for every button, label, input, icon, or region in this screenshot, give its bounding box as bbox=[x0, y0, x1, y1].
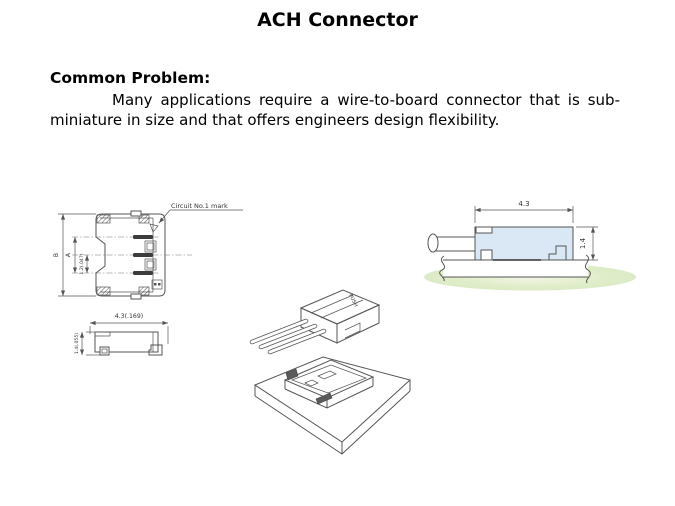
dim-label-b: B bbox=[53, 252, 60, 258]
side-view-foot bbox=[100, 347, 109, 355]
problem-text: Many applications require a wire-to-board connector that is sub-miniature in size and that offers engineers design flexibility. bbox=[50, 91, 620, 129]
dim-label-height: 1.4 bbox=[579, 237, 587, 250]
slide-title: ACH Connector bbox=[257, 9, 418, 31]
iso-plug-top bbox=[301, 290, 379, 324]
dim-label-width: 4.3 bbox=[518, 200, 530, 208]
side-view-drawing bbox=[74, 313, 168, 355]
mounted-foot bbox=[481, 250, 492, 260]
push-label: PUSH bbox=[347, 293, 359, 308]
problem-block bbox=[50, 68, 620, 130]
problem-heading: Common Problem: bbox=[50, 69, 211, 87]
front-view-pin bbox=[133, 253, 153, 257]
iso-pcb-top bbox=[255, 357, 410, 442]
iso-wires bbox=[252, 321, 324, 352]
dim-label-height: 1.4(.055) bbox=[75, 332, 80, 355]
dim-label-width: 4.3(.169) bbox=[114, 313, 144, 320]
dim-label-a: A bbox=[65, 252, 72, 258]
front-view-drawing bbox=[53, 202, 243, 299]
front-view-tab bbox=[97, 287, 110, 295]
mounted-board bbox=[443, 260, 588, 277]
circuit-no1-mark-triangle bbox=[150, 224, 158, 232]
wire-break-loop bbox=[428, 234, 438, 252]
front-view-pin bbox=[133, 271, 153, 275]
circuit-mark-label: Circuit No.1 mark bbox=[171, 202, 228, 210]
front-view-pin bbox=[133, 235, 153, 239]
pcb-mounted-drawing bbox=[424, 200, 636, 291]
technical-drawings bbox=[0, 180, 675, 480]
dim-label-pitch: 1.2(.047) bbox=[80, 253, 85, 275]
isometric-exploded-drawing bbox=[252, 290, 410, 454]
front-view-tab bbox=[97, 215, 110, 223]
